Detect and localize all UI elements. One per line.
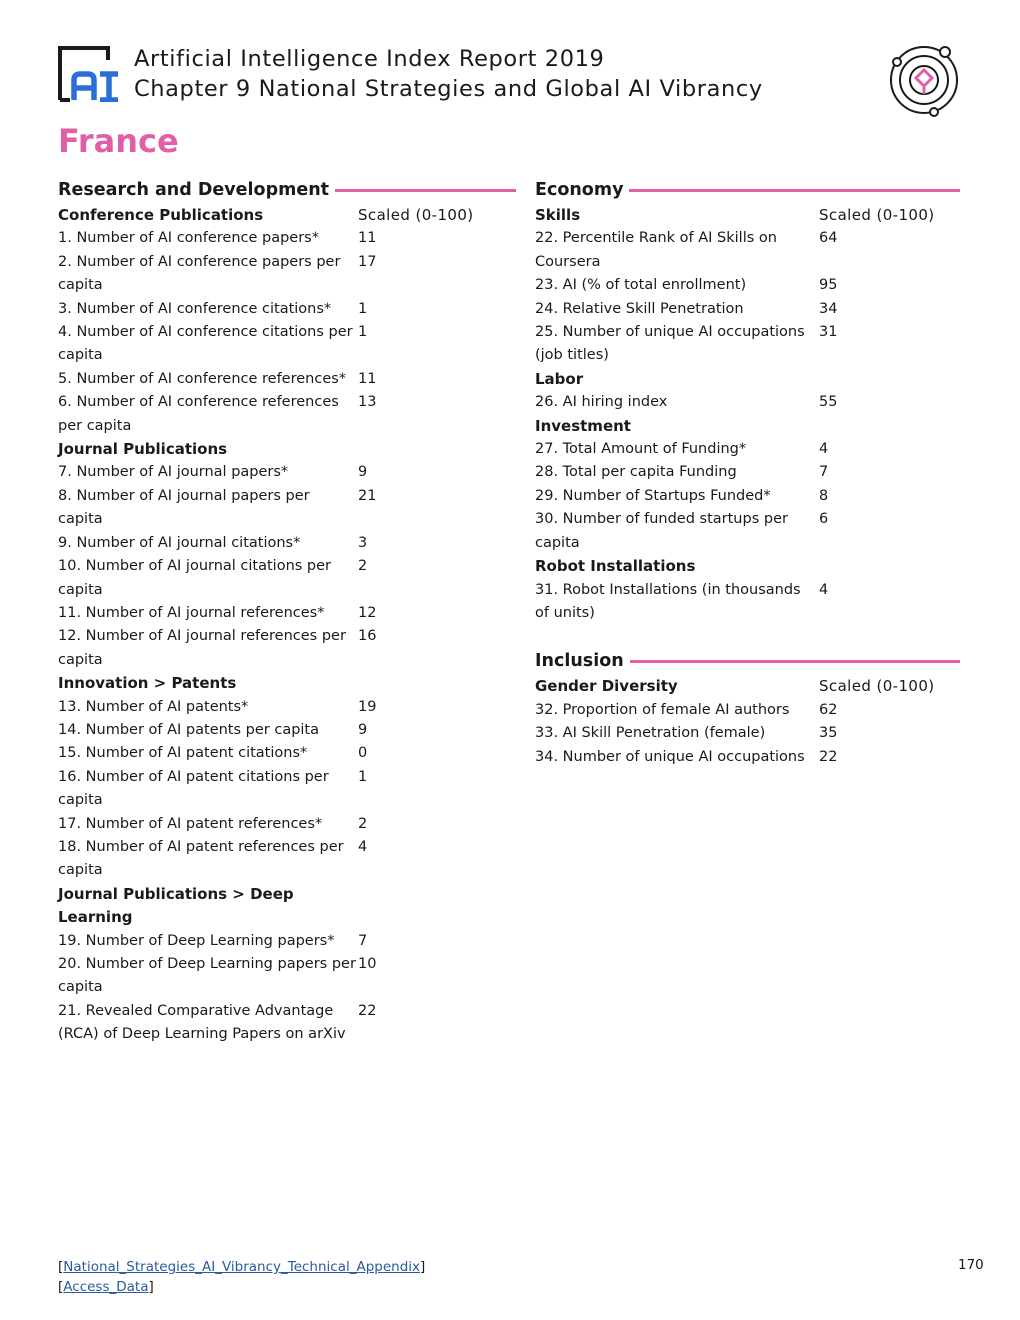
section-heading-inclusion [535, 649, 960, 673]
metric-value: 22 [819, 748, 838, 765]
metric-row [535, 298, 960, 321]
section-title: Research and Development [58, 180, 330, 200]
metric-row [58, 391, 516, 438]
metric-row [535, 461, 960, 484]
metric-value: 16 [358, 628, 377, 645]
section-rule [630, 660, 960, 663]
metric-value: 4 [819, 441, 829, 458]
metric-row [58, 485, 516, 532]
metric-label: 13. Number of AI patents* [58, 698, 249, 715]
metric-value: 35 [819, 725, 838, 742]
metric-value: 17 [358, 253, 377, 270]
page-header [58, 44, 968, 114]
conference-list [58, 227, 516, 438]
metric-value: 19 [358, 698, 377, 715]
metric-row [58, 251, 516, 298]
page-number: 170 [958, 1257, 984, 1273]
metric-value: 11 [358, 370, 377, 387]
metric-label: 21. Revealed Comparative Advantage (RCA) of Deep Learning Papers on arXiv [58, 1002, 346, 1043]
deep-learning-list [58, 930, 516, 1047]
ai-index-logo [58, 46, 120, 102]
metric-label: 15. Number of AI patent citations* [58, 745, 308, 762]
metric-row [58, 461, 516, 484]
metric-row [58, 953, 516, 1000]
metric-value: 11 [358, 230, 377, 247]
metric-value: 2 [358, 815, 368, 832]
gender-list [535, 699, 960, 769]
metric-label: 17. Number of AI patent references* [58, 815, 323, 832]
skills-list [535, 227, 960, 367]
metric-row [535, 699, 960, 722]
subsection-heading: Journal Publications [58, 440, 228, 459]
metric-row [58, 813, 516, 836]
metric-row [58, 368, 516, 391]
orbit-badge-icon [888, 42, 964, 118]
metric-label: 22. Percentile Rank of AI Skills on Coursera [535, 230, 777, 270]
metric-label: 7. Number of AI journal papers* [58, 464, 289, 481]
metric-row [58, 696, 516, 719]
metric-row [58, 298, 516, 321]
metric-row [535, 485, 960, 508]
metric-value: 8 [819, 487, 829, 504]
journal-list [58, 461, 516, 672]
subsection-heading: Skills Scaled (0-100) [535, 204, 960, 227]
metric-row [535, 391, 960, 414]
metric-label: 31. Robot Installations (in thousands of units) [535, 581, 801, 621]
chapter-title: Chapter 9 National Strategies and Global AI Vibrancy [134, 76, 763, 102]
metric-value: 64 [819, 230, 838, 247]
subsection-heading: Innovation > Patents [58, 674, 237, 693]
metric-label: 4. Number of AI conference citations per capita [58, 324, 353, 364]
metric-row [58, 532, 516, 555]
metric-value: 9 [358, 464, 368, 481]
metric-value: 7 [819, 464, 829, 481]
metric-label: 10. Number of AI journal citations per capita [58, 558, 332, 598]
footer-links: [National_Strategies_AI_Vibrancy_Technical_Appendix] [Access_Data] [58, 1259, 426, 1295]
metric-value: 0 [358, 745, 368, 762]
metric-label: 16. Number of AI patent citations per capita [58, 768, 329, 809]
metric-value: 1 [358, 300, 368, 317]
metric-label: 11. Number of AI journal references* [58, 604, 325, 621]
subsection-heading: Conference Publications Scaled (0-100) [58, 204, 516, 227]
metric-label: 5. Number of AI conference references* [58, 370, 347, 387]
scaled-label: Scaled (0-100) [819, 677, 935, 696]
metric-row [535, 508, 960, 555]
metric-label: 25. Number of unique AI occupations (job titles) [535, 324, 805, 364]
metric-label: 19. Number of Deep Learning papers* [58, 932, 335, 949]
metric-row [58, 602, 516, 625]
metric-value: 31 [819, 324, 838, 341]
metric-value: 2 [358, 558, 368, 575]
metric-row [535, 579, 960, 626]
access-data-link[interactable]: Access_Data [63, 1279, 149, 1295]
report-title: Artificial Intelligence Index Report 2019 [134, 46, 605, 72]
metric-value: 1 [358, 768, 368, 785]
metric-value: 34 [819, 300, 838, 317]
metric-label: 27. Total Amount of Funding* [535, 441, 747, 458]
metric-value: 4 [358, 838, 368, 855]
subsection-heading: Journal Publications > Deep Learning [58, 884, 294, 927]
metric-row [58, 625, 516, 672]
scaled-label: Scaled (0-100) [819, 206, 935, 224]
metric-row [535, 227, 960, 274]
metric-label: 34. Number of unique AI occupations [535, 748, 805, 765]
subsection-heading: Gender Diversity Scaled (0-100) [535, 675, 960, 698]
metric-row [58, 930, 516, 953]
metric-label: 12. Number of AI journal references per capita [58, 628, 346, 668]
metric-row [58, 1000, 516, 1047]
metric-label: 6. Number of AI conference references per capita [58, 394, 339, 434]
metric-row [58, 766, 516, 813]
metric-label: 18. Number of AI patent references per capita [58, 838, 344, 879]
metric-label: 26. AI hiring index [535, 394, 668, 411]
scaled-label: Scaled (0-100) [358, 206, 474, 224]
metric-label: 28. Total per capita Funding [535, 464, 737, 481]
metric-label: 30. Number of funded startups per capita [535, 511, 788, 551]
metric-row [535, 746, 960, 769]
metric-label: 29. Number of Startups Funded* [535, 487, 771, 504]
metric-row [58, 321, 516, 368]
metric-label: 32. Proportion of female AI authors [535, 701, 790, 718]
metric-label: 3. Number of AI conference citations* [58, 300, 332, 317]
metric-row [535, 321, 960, 368]
section-heading-economy [535, 178, 960, 202]
metric-label: 33. AI Skill Penetration (female) [535, 725, 766, 742]
metric-row [535, 438, 960, 461]
metric-row [535, 274, 960, 297]
robots-list [535, 579, 960, 626]
section-rule [335, 189, 516, 192]
metric-label: 14. Number of AI patents per capita [58, 721, 320, 738]
metric-value: 55 [819, 394, 838, 411]
metric-value: 3 [358, 534, 368, 551]
metric-value: 1 [358, 324, 368, 341]
metric-value: 7 [358, 932, 368, 949]
section-rule [629, 189, 960, 192]
metric-row [58, 742, 516, 765]
metric-label: 8. Number of AI journal papers per capita [58, 487, 310, 528]
metric-row [58, 719, 516, 742]
metric-row [535, 722, 960, 745]
research-development-column [58, 178, 516, 1047]
metric-value: 62 [819, 701, 838, 718]
labor-list [535, 391, 960, 414]
patents-list [58, 696, 516, 883]
metric-value: 10 [358, 956, 377, 972]
metric-value: 6 [819, 511, 829, 528]
section-title: Inclusion [535, 651, 624, 672]
section-heading-rd [58, 178, 516, 202]
subsection-heading: Investment [535, 416, 631, 435]
metric-label: 24. Relative Skill Penetration [535, 300, 744, 317]
metric-label: 20. Number of Deep Learning papers per capita [58, 956, 356, 996]
metric-value: 95 [819, 277, 838, 294]
subsection-heading: Robot Installations [535, 557, 696, 576]
metric-row [58, 227, 516, 250]
investment-list [535, 438, 960, 555]
metric-value: 22 [358, 1002, 377, 1019]
metric-label: 1. Number of AI conference papers* [58, 230, 319, 247]
metric-value: 21 [358, 487, 377, 504]
country-title: France [58, 122, 179, 160]
subsection-heading: Labor [535, 369, 584, 388]
section-title: Economy [535, 180, 624, 200]
metric-label: 23. AI (% of total enrollment) [535, 277, 747, 294]
metric-row [58, 836, 516, 883]
metric-label: 2. Number of AI conference papers per capita [58, 253, 341, 294]
metric-value: 12 [358, 604, 377, 621]
technical-appendix-link[interactable]: National_Strategies_AI_Vibrancy_Technical_Appendix [63, 1259, 421, 1275]
economy-inclusion-column [535, 178, 960, 769]
metric-value: 9 [358, 721, 368, 738]
metric-row [58, 555, 516, 602]
metric-label: 9. Number of AI journal citations* [58, 534, 301, 551]
metric-value: 13 [358, 394, 377, 411]
metric-value: 4 [819, 581, 829, 598]
